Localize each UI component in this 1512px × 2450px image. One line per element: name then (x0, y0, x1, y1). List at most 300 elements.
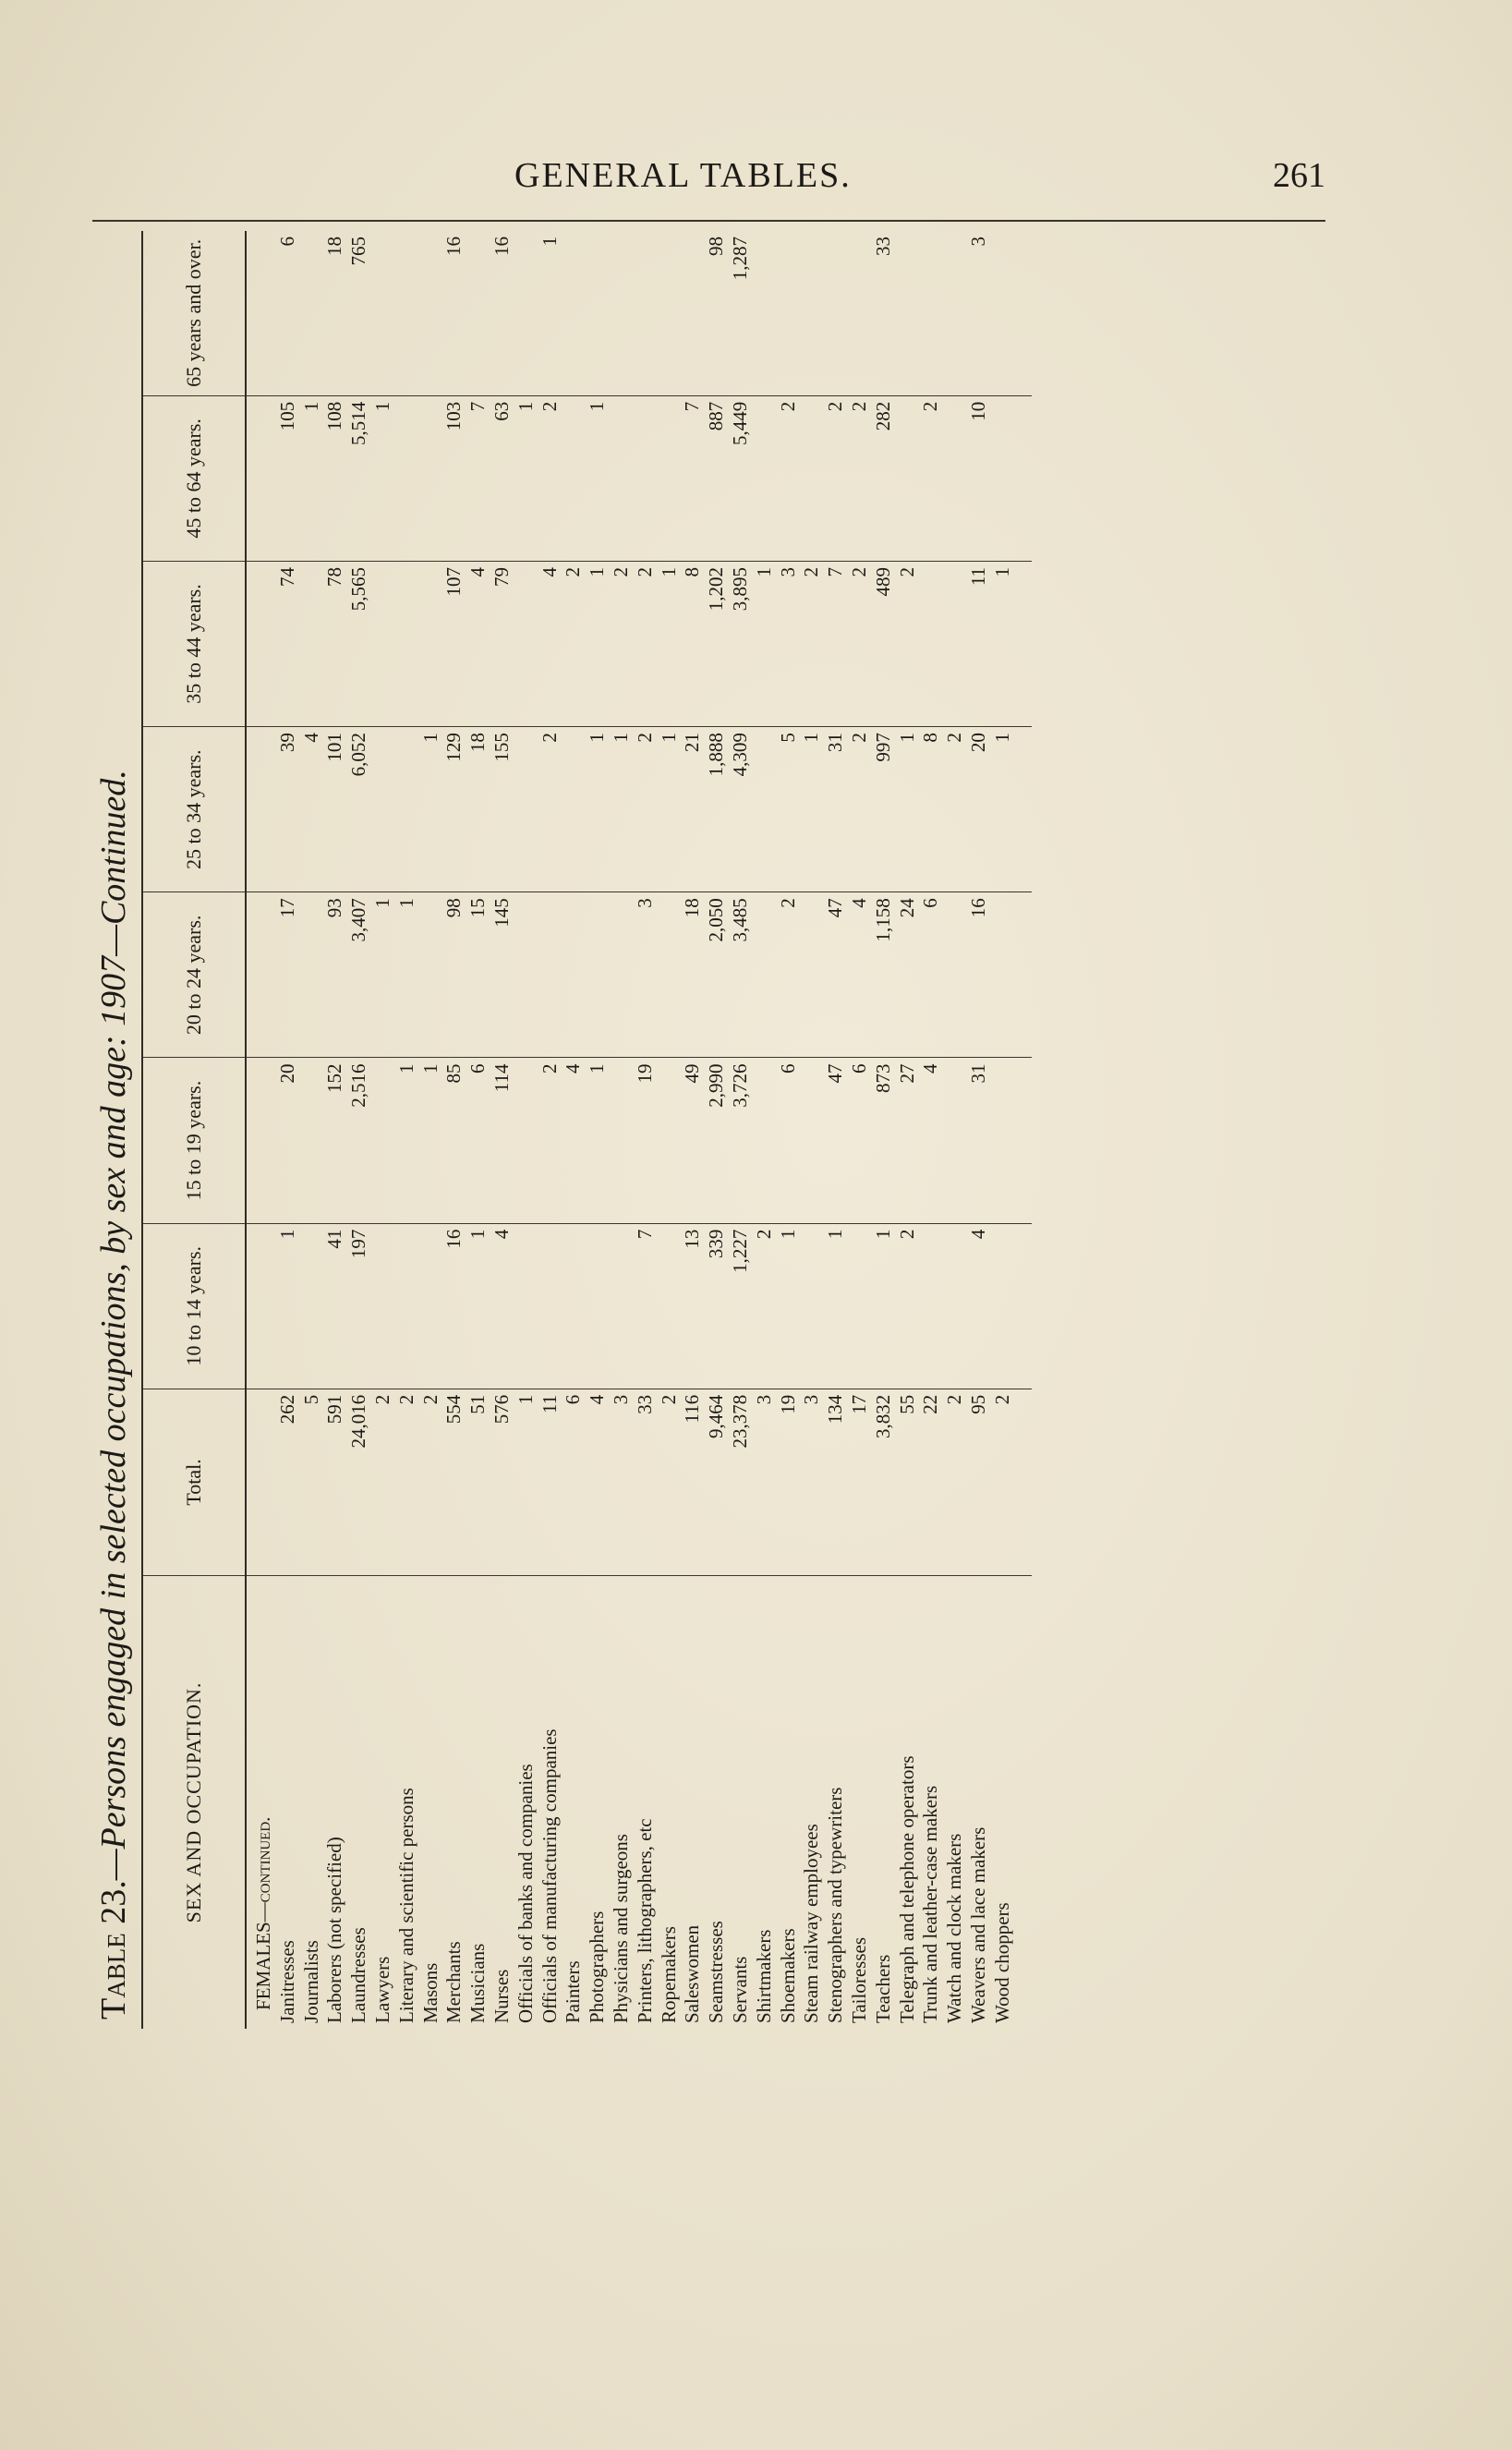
table-cell (514, 567, 538, 721)
caption-text: —Persons engaged in selected occupations, by sex and age: 1907—Continued. (94, 770, 133, 1881)
table-cell: 1 (657, 566, 680, 577)
table-cell (371, 567, 395, 721)
table-cell: 103 (442, 401, 466, 431)
table-cell (991, 1230, 1015, 1383)
table-cell (514, 1063, 538, 1217)
table-cell (562, 898, 586, 1051)
table-cell: 55 (895, 1394, 918, 1414)
column-10-14 (246, 1223, 1032, 1389)
table-cell (419, 237, 443, 390)
table-cell: 1 (752, 566, 775, 577)
table-cell (395, 237, 419, 390)
table-cell: 16 (442, 237, 466, 256)
table-cell: 19 (633, 1063, 656, 1084)
table-cell: 2,516 (347, 1063, 370, 1108)
occupation-label: Officials of manufacturing companies (538, 1728, 561, 2023)
table-cell (419, 898, 443, 1051)
table-cell: 3,407 (347, 898, 370, 942)
table-cell: 1 (586, 733, 609, 743)
table-cell (371, 1230, 395, 1383)
table-cell (824, 237, 848, 390)
col-header-10-14: 10 to 14 years. (142, 1223, 246, 1389)
table-cell: 2 (990, 1394, 1013, 1405)
table-cell: 134 (824, 1394, 847, 1425)
table-cell: 1 (586, 401, 609, 412)
table-cell (371, 1063, 395, 1217)
table-cell (991, 1063, 1015, 1217)
table-cell: 2 (562, 566, 585, 577)
table-cell: 2 (847, 733, 870, 743)
table-cell (943, 1230, 967, 1383)
table-cell (991, 237, 1015, 390)
table-cell: 11 (538, 1394, 561, 1414)
table-cell (753, 1063, 777, 1217)
table-cell: 2 (418, 1394, 442, 1405)
table-cell (681, 237, 705, 390)
table-cell: 489 (871, 566, 894, 597)
table-cell (658, 1230, 682, 1383)
table-cell: 2 (394, 1394, 417, 1405)
table-cell (610, 1230, 634, 1383)
table-cell: 1 (871, 1229, 894, 1240)
table-cell: 31 (966, 1063, 989, 1084)
table-cell: 1 (538, 237, 561, 247)
table-cell: 2 (824, 401, 847, 412)
table-cell: 3 (800, 1394, 823, 1405)
table-cell: 554 (442, 1394, 466, 1425)
table-cell: 15 (466, 898, 490, 918)
table-cell: 9,464 (705, 1394, 728, 1439)
table-cell: 4 (466, 566, 490, 577)
table-cell: 3,832 (871, 1394, 894, 1439)
table-cell: 4 (966, 1229, 989, 1240)
table-cell: 1 (299, 401, 322, 412)
occupation-label: Weavers and lace makers (966, 1826, 989, 2023)
table-cell (658, 237, 682, 390)
table-cell (800, 1230, 824, 1383)
table-cell: 2 (800, 566, 823, 577)
table-cell: 339 (705, 1229, 728, 1259)
table-cell: 79 (490, 566, 513, 587)
table-cell: 145 (490, 898, 513, 928)
running-head: GENERAL TABLES. (514, 156, 852, 195)
table-cell: 591 (323, 1394, 346, 1425)
col-header-25-34: 25 to 34 years. (142, 727, 246, 892)
table-cell (514, 237, 538, 390)
table-cell: 6 (919, 898, 942, 908)
table-cell (538, 898, 562, 1051)
table-cell: 21 (681, 733, 704, 753)
table-cell: 873 (871, 1063, 894, 1093)
occupation-label: Laundresses (347, 1927, 370, 2023)
table-cell (610, 898, 634, 1051)
table-body-row (246, 231, 1032, 2029)
table-cell: 93 (323, 898, 346, 918)
table-cell: 116 (681, 1394, 704, 1424)
table-cell (919, 237, 943, 390)
table-cell (514, 898, 538, 1051)
table-cell: 4 (490, 1229, 513, 1240)
table-cell (395, 733, 419, 886)
table-cell: 24,016 (347, 1394, 370, 1449)
table-cell (300, 898, 324, 1051)
table-cell: 108 (323, 401, 346, 431)
table-cell: 18 (466, 733, 490, 753)
table-cell (753, 237, 777, 390)
table-cell: 74 (275, 566, 298, 587)
header-row (142, 231, 246, 2029)
table-cell (514, 1230, 538, 1383)
table-cell: 1 (586, 566, 609, 577)
table-cell (371, 733, 395, 886)
table-cell: 17 (847, 1394, 870, 1414)
column-total (246, 1389, 1032, 1575)
table-cell (991, 402, 1015, 555)
table-cell: 18 (681, 898, 704, 918)
table-cell: 1 (586, 1063, 609, 1073)
table-cell: 152 (323, 1063, 346, 1093)
table-cell: 1 (514, 1394, 537, 1405)
table-cell: 4 (562, 1063, 585, 1073)
occupation-label: Nurses (490, 1969, 513, 2023)
table-cell: 1 (824, 1229, 847, 1240)
table-cell: 3 (966, 237, 989, 247)
table-cell: 47 (824, 1063, 847, 1084)
table-cell (919, 1230, 943, 1383)
table-cell: 1 (394, 1063, 417, 1073)
table-cell: 1 (418, 733, 442, 743)
page-number: 261 (1273, 156, 1325, 195)
table-cell: 1 (609, 733, 632, 743)
table-cell: 6 (466, 1063, 490, 1073)
table-cell: 3,485 (728, 898, 751, 942)
table-cell: 1 (370, 401, 393, 412)
occupation-label: Shoemakers (776, 1928, 799, 2023)
table-cell: 98 (705, 237, 728, 256)
table-cell (658, 898, 682, 1051)
occupation-label: Merchants (442, 1941, 466, 2023)
table-cell: 1 (990, 566, 1013, 577)
table-cell: 3 (752, 1394, 775, 1405)
table-cell (658, 1063, 682, 1217)
table-cell (300, 1230, 324, 1383)
table-cell: 5 (776, 733, 799, 743)
table-cell (300, 567, 324, 721)
table-cell: 1 (800, 733, 823, 743)
table-cell: 1,287 (728, 237, 751, 281)
group-label: FEMALES—continued. (252, 1816, 274, 2010)
table-cell (777, 237, 801, 390)
table-cell (943, 1063, 967, 1217)
occupation-label: Steam railway employees (800, 1824, 823, 2023)
table-cell (538, 1230, 562, 1383)
table-cell: 1,888 (705, 733, 728, 777)
occupation-label: Telegraph and telephone operators (895, 1755, 918, 2023)
table-cell: 78 (323, 566, 346, 587)
occupation-label: Servants (728, 1956, 751, 2023)
table-cell: 2,990 (705, 1063, 728, 1108)
table-cell (419, 567, 443, 721)
occupation-label: Saleswomen (681, 1924, 704, 2023)
table-cell (991, 898, 1015, 1051)
table-cell: 765 (347, 237, 370, 266)
table-cell (514, 733, 538, 886)
table-cell: 98 (442, 898, 466, 918)
occupation-label: Trunk and leather-case makers (919, 1785, 942, 2023)
table-cell: 4,309 (728, 733, 751, 777)
table-cell: 2 (538, 1063, 561, 1073)
table-cell: 3 (776, 566, 799, 577)
table-cell: 27 (895, 1063, 918, 1084)
table-cell: 7 (824, 566, 847, 577)
occupation-label: Janitresses (275, 1940, 298, 2023)
table-cell: 1 (514, 401, 537, 412)
table-cell (943, 402, 967, 555)
table-cell (800, 1063, 824, 1217)
table-cell (610, 1063, 634, 1217)
table-cell (634, 237, 658, 390)
table-cell: 6 (562, 1394, 585, 1405)
table-cell: 24 (895, 898, 918, 918)
table-cell: 282 (871, 401, 894, 431)
table-cell: 51 (466, 1394, 490, 1414)
occupation-label: Physicians and surgeons (609, 1834, 632, 2023)
table-cell: 39 (275, 733, 298, 753)
table-cell: 22 (919, 1394, 942, 1414)
table-cell: 3 (609, 1394, 632, 1405)
table-cell (919, 567, 943, 721)
table-cell: 2 (633, 566, 656, 577)
table-cell: 47 (824, 898, 847, 918)
table-cell: 7 (681, 401, 704, 412)
table-cell: 13 (681, 1229, 704, 1249)
table-cell: 1 (895, 733, 918, 743)
table-cell: 3 (633, 898, 656, 908)
table-cell (658, 402, 682, 555)
table-cell: 2 (370, 1394, 393, 1405)
table-cell: 1,227 (728, 1229, 751, 1273)
table-cell: 95 (966, 1394, 989, 1414)
table-cell: 20 (966, 733, 989, 753)
occupation-label: Seamstresses (705, 1921, 728, 2023)
table-cell: 16 (490, 237, 513, 256)
table-cell: 129 (442, 733, 466, 762)
occupation-label: Photographers (586, 1910, 609, 2023)
table-cell (848, 1230, 872, 1383)
table-cell: 4 (847, 898, 870, 908)
table-cell (562, 237, 586, 390)
data-table (141, 231, 1032, 2029)
table-cell: 3,726 (728, 1063, 751, 1108)
column-occupation (246, 1576, 1032, 2030)
table-cell: 5,449 (728, 401, 751, 446)
table-cell: 8 (681, 566, 704, 577)
table-cell: 1,158 (871, 898, 894, 942)
table-caption (93, 652, 144, 2019)
table-cell: 107 (442, 566, 466, 597)
table-cell (586, 1230, 610, 1383)
table-cell (562, 1230, 586, 1383)
table-cell: 20 (275, 1063, 298, 1084)
table-cell: 4 (919, 1063, 942, 1073)
occupation-label: Ropemakers (657, 1926, 680, 2023)
table-container (141, 231, 1037, 2029)
table-cell: 1 (370, 898, 393, 908)
col-header-45-64: 45 to 64 years. (142, 395, 246, 561)
occupation-label: Stenographers and typewriters (824, 1787, 847, 2023)
table-cell: 2 (776, 401, 799, 412)
table-cell: 576 (490, 1394, 513, 1425)
table-cell (610, 237, 634, 390)
table-cell (300, 1063, 324, 1217)
table-cell (896, 237, 920, 390)
table-cell: 6 (275, 237, 298, 247)
table-cell: 31 (824, 733, 847, 753)
table-cell: 2,050 (705, 898, 728, 942)
table-cell (419, 402, 443, 555)
occupation-label: Printers, lithographers, etc (633, 1818, 656, 2023)
occupation-label: Painters (562, 1960, 585, 2023)
caption-lead: Table 23. (94, 1880, 133, 2019)
table-cell: 49 (681, 1063, 704, 1084)
table-cell: 7 (466, 401, 490, 412)
table-cell: 5,514 (347, 401, 370, 446)
table-cell (419, 1230, 443, 1383)
table-cell: 197 (347, 1229, 370, 1259)
table-cell: 101 (323, 733, 346, 762)
table-cell: 2 (895, 566, 918, 577)
table-cell (395, 1230, 419, 1383)
table-cell: 11 (966, 566, 989, 587)
table-cell: 41 (323, 1229, 346, 1249)
table-cell: 8 (919, 733, 942, 743)
table-cell: 2 (776, 898, 799, 908)
table-cell: 16 (442, 1229, 466, 1249)
col-header-occupation: SEX AND OCCUPATION. (142, 1576, 246, 2030)
table-cell: 2 (847, 401, 870, 412)
occupation-label: Masons (418, 1962, 442, 2023)
table-cell: 155 (490, 733, 513, 762)
table-cell: 1 (990, 733, 1013, 743)
occupation-label: Laborers (not specified) (323, 1837, 346, 2023)
table-cell (753, 402, 777, 555)
table-cell: 5 (299, 1394, 322, 1405)
table-cell (586, 898, 610, 1051)
table-cell: 2 (657, 1394, 680, 1405)
table-cell (800, 898, 824, 1051)
table-cell: 2 (752, 1229, 775, 1240)
table-cell (371, 237, 395, 390)
column-35-44 (246, 561, 1032, 726)
column-15-19 (246, 1058, 1032, 1223)
table-cell: 16 (966, 898, 989, 918)
col-header-15-19: 15 to 19 years. (142, 1058, 246, 1223)
table-cell: 18 (323, 237, 346, 256)
table-cell: 4 (538, 566, 561, 577)
table-cell: 6 (847, 1063, 870, 1073)
table-cell: 2 (943, 733, 966, 743)
col-header-65-over: 65 years and over. (142, 231, 246, 395)
table-cell: 1 (394, 898, 417, 908)
table-cell: 114 (490, 1063, 513, 1093)
header-rule (92, 220, 1325, 222)
table-cell (943, 237, 967, 390)
table-cell: 2 (538, 401, 561, 412)
table-cell: 4 (586, 1394, 609, 1405)
occupation-label: Literary and scientific persons (394, 1788, 417, 2023)
table-cell (896, 402, 920, 555)
table-cell (395, 567, 419, 721)
table-cell: 105 (275, 401, 298, 431)
table-cell (753, 898, 777, 1051)
table-cell (466, 237, 490, 390)
table-cell: 33 (633, 1394, 656, 1414)
table-cell: 1,202 (705, 566, 728, 612)
occupation-label: Teachers (871, 1954, 894, 2023)
table-cell (395, 402, 419, 555)
occupation-label: Lawyers (370, 1956, 393, 2023)
table-cell: 2 (943, 1394, 966, 1405)
table-cell: 997 (871, 733, 894, 762)
table-cell: 3,895 (728, 566, 751, 612)
table-cell: 2 (609, 566, 632, 577)
occupation-label: Wood choppers (990, 1902, 1013, 2023)
table-cell: 1 (275, 1229, 298, 1240)
table-cell (848, 237, 872, 390)
table-cell: 1 (418, 1063, 442, 1073)
table-cell (753, 733, 777, 886)
table-cell: 17 (275, 898, 298, 918)
occupation-label: Shirtmakers (752, 1929, 775, 2023)
table-cell: 85 (442, 1063, 466, 1084)
occupation-label: Watch and clock makers (943, 1833, 966, 2023)
table-cell: 2 (919, 401, 942, 412)
occupation-label: Officials of banks and companies (514, 1764, 537, 2023)
col-header-35-44: 35 to 44 years. (142, 561, 246, 726)
table-cell: 7 (633, 1229, 656, 1240)
table-cell (300, 237, 324, 390)
table-cell: 2 (633, 733, 656, 743)
table-cell (800, 237, 824, 390)
table-cell: 887 (705, 401, 728, 431)
table-cell: 262 (275, 1394, 298, 1425)
occupation-label: Musicians (466, 1943, 490, 2023)
table-cell: 1 (776, 1229, 799, 1240)
occupation-label: Journalists (299, 1940, 322, 2023)
table-cell: 2 (895, 1229, 918, 1240)
table-cell: 1 (657, 733, 680, 743)
table-cell: 6 (776, 1063, 799, 1073)
table-cell: 10 (966, 401, 989, 421)
column-20-24 (246, 892, 1032, 1058)
table-cell (943, 567, 967, 721)
column-45-64 (246, 395, 1032, 561)
table-cell: 6,052 (347, 733, 370, 777)
column-65-over (246, 231, 1032, 395)
occupation-label: Tailoresses (847, 1936, 870, 2023)
table-cell: 1 (466, 1229, 490, 1240)
table-cell: 33 (871, 237, 894, 256)
table-cell: 23,378 (728, 1394, 751, 1449)
table-cell (634, 402, 658, 555)
table-cell (562, 402, 586, 555)
col-header-total: Total. (142, 1389, 246, 1575)
table-cell: 4 (299, 733, 322, 743)
table-cell (610, 402, 634, 555)
table-cell: 2 (538, 733, 561, 743)
table-cell (943, 898, 967, 1051)
table-cell (800, 402, 824, 555)
